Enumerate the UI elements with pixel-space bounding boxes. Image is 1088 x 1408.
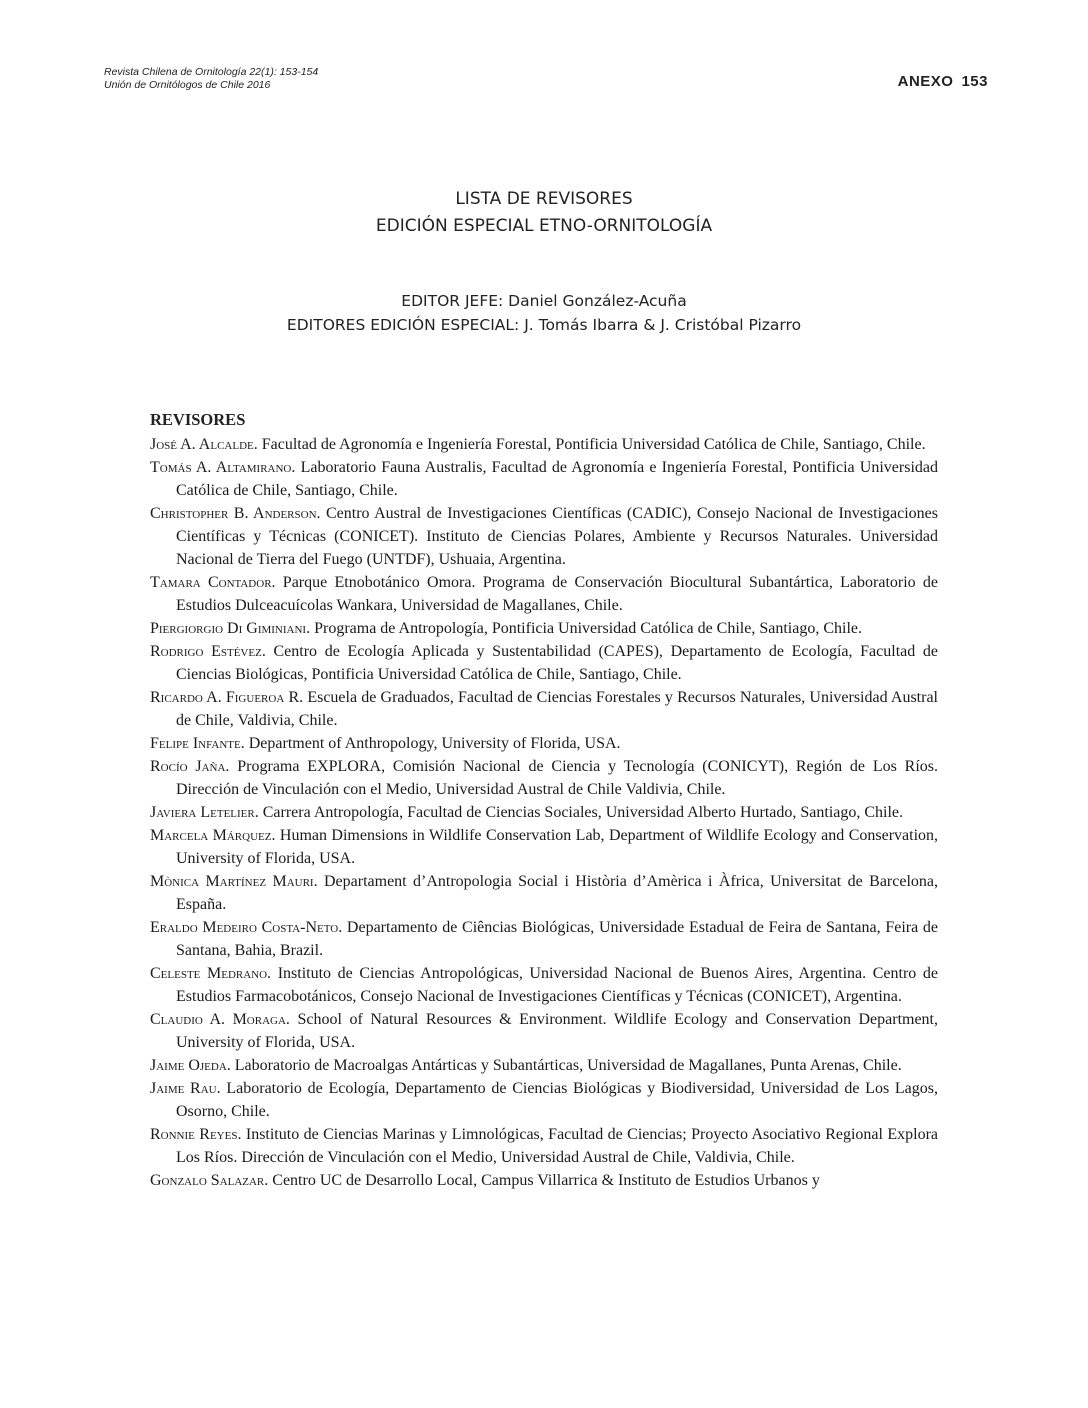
reviewer-name: Celeste Medrano. <box>150 965 272 982</box>
reviewer-affiliation: Laboratorio de Macroalgas Antárticas y Subantárticas, Universidad de Magallanes, Punta Arenas, Chile. <box>234 1057 902 1074</box>
reviewer-affiliation: Instituto de Ciencias Antropológicas, Universidad Nacional de Buenos Aires, Argentina. Centro de Estudios Farmacobotánicos, Consejo Nacional de Investigaciones Científicas y Técnicas (CONICET), Argentina. <box>176 965 939 1005</box>
reviewer-name: Gonzalo Salazar. <box>150 1172 269 1189</box>
reviewer-name: Jaime Ojeda. <box>150 1057 231 1074</box>
reviewer-entry <box>150 1054 938 1077</box>
reviewer-affiliation: Programa EXPLORA, Comisión Nacional de Ciencia y Tecnología (CONICYT), Región de Los Ríos. Dirección de Vinculación con el Medio, Universidad Austral de Chile Valdivia, Chile. <box>176 758 938 798</box>
reviewer-affiliation: Centro Austral de Investigaciones Científicas (CADIC), Consejo Nacional de Investigaciones Científicas y Técnicas (CONICET). Instituto de Ciencias Polares, Ambiente y Recursos Naturales. Universidad Nacional de Tierra del Fuego (UNTDF), Ushuaia, Argentina. <box>176 505 938 568</box>
reviewer-entry <box>150 1169 938 1192</box>
reviewer-entry <box>150 1077 938 1123</box>
reviewer-affiliation: Facultad de Agronomía e Ingeniería Forestal, Pontificia Universidad Católica de Chile, Santiago, Chile. <box>261 436 926 453</box>
reviewer-affiliation: Laboratorio de Ecología, Departamento de Ciencias Biológicas y Biodiversidad, Universidad de Los Lagos, Osorno, Chile. <box>176 1080 938 1120</box>
reviewer-name: Claudio A. Moraga. <box>150 1011 290 1028</box>
reviewer-name: Tamara Contador. <box>150 574 276 591</box>
reviewer-entry <box>150 456 938 502</box>
reviewer-entry <box>150 916 938 962</box>
reviewer-entry <box>150 617 938 640</box>
section-label: ANEXO <box>897 73 954 90</box>
reviewer-affiliation: Centro UC de Desarrollo Local, Campus Villarrica & Instituto de Estudios Urbanos y <box>272 1172 820 1189</box>
reviewer-name: Tomás A. Altamirano. <box>150 459 296 476</box>
reviewer-entry <box>150 640 938 686</box>
reviewer-name: Mònica Martínez Mauri. <box>150 873 318 890</box>
reviewer-affiliation: Carrera Antropología, Facultad de Ciencias Sociales, Universidad Alberto Hurtado, Santiago, Chile. <box>262 804 904 821</box>
reviewer-name: Rocío Jaña. <box>150 758 230 775</box>
reviewer-entry <box>150 1123 938 1169</box>
section-heading: REVISORES <box>150 410 246 429</box>
reviewer-name: Eraldo Medeiro Costa-Neto. <box>150 919 343 936</box>
reviewer-list <box>150 433 938 1192</box>
reviewer-name: Rodrigo Estévez. <box>150 643 266 660</box>
document-title <box>0 186 1088 240</box>
reviewer-affiliation: Laboratorio Fauna Australis, Facultad de Agronomía e Ingeniería Forestal, Pontificia Universidad Católica de Chile, Santiago, Chile. <box>176 459 938 499</box>
running-header <box>104 66 318 92</box>
reviewer-name: Ronnie Reyes. <box>150 1126 242 1143</box>
reviewer-name: Christopher B. Anderson. <box>150 505 321 522</box>
reviewer-entry <box>150 870 938 916</box>
reviewer-entry <box>150 755 938 801</box>
page-label <box>898 73 988 90</box>
reviewer-affiliation: Instituto de Ciencias Marinas y Limnológicas, Facultad de Ciencias; Proyecto Asociativo Regional Explora Los Ríos. Dirección de Vinculación con el Medio, Universidad Austral de Chile, Valdivia, Chile. <box>176 1126 939 1166</box>
reviewer-name: Felipe Infante. <box>150 735 245 752</box>
reviewer-name: Piergiorgio Di Giminiani. <box>150 620 311 637</box>
reviewer-entry <box>150 1008 938 1054</box>
reviewer-name: Marcela Márquez. <box>150 827 276 844</box>
editor-in-chief: EDITOR JEFE: Daniel González-Acuña <box>401 292 687 310</box>
reviewer-affiliation: Programa de Antropología, Pontificia Universidad Católica de Chile, Santiago, Chile. <box>314 620 862 637</box>
reviewer-affiliation: Department of Anthropology, University of Florida, USA. <box>248 735 621 752</box>
reviewer-entry <box>150 732 938 755</box>
reviewer-name: Jaime Rau. <box>150 1080 221 1097</box>
special-edition-editors: EDITORES EDICIÓN ESPECIAL: J. Tomás Ibarra & J. Cristóbal Pizarro <box>286 316 802 334</box>
reviewer-affiliation: Escuela de Graduados, Facultad de Ciencias Forestales y Recursos Naturales, Universidad Austral de Chile, Valdivia, Chile. <box>176 689 939 729</box>
editors-block <box>0 289 1088 337</box>
reviewer-affiliation: Centro de Ecología Aplicada y Sustentabilidad (CAPES), Departamento de Ecología, Facultad de Ciencias Biológicas, Pontificia Universidad Católica de Chile, Santiago, Chile. <box>176 643 939 683</box>
title-line-2: EDICIÓN ESPECIAL ETNO-ORNITOLOGÍA <box>375 216 713 236</box>
page-number: 153 <box>961 73 988 90</box>
reviewer-entry <box>150 502 938 571</box>
reviewer-affiliation: Human Dimensions in Wildlife Conservation Lab, Department of Wildlife Ecology and Conservation, University of Florida, USA. <box>176 827 939 867</box>
journal-citation: Revista Chilena de Ornitología 22(1): 153-154 <box>104 66 319 78</box>
reviewer-name: Javiera Letelier. <box>150 804 259 821</box>
reviewer-affiliation: Parque Etnobotánico Omora. Programa de Conservación Biocultural Subantártica, Laboratorio de Estudios Dulceacuícolas Wankara, Universidad de Magallanes, Chile. <box>176 574 939 614</box>
reviewer-name: José A. Alcalde. <box>150 436 258 453</box>
journal-publisher: Unión de Ornitólogos de Chile 2016 <box>104 79 271 91</box>
reviewer-entry <box>150 801 938 824</box>
reviewer-entry <box>150 433 938 456</box>
reviewer-entry <box>150 962 938 1008</box>
reviewer-affiliation: Departament d’Antropologia Social i Història d’Amèrica i Àfrica, Universitat de Barcelona, España. <box>176 873 939 913</box>
title-line-1: LISTA DE REVISORES <box>455 189 633 209</box>
reviewer-entry <box>150 824 938 870</box>
reviewer-entry <box>150 686 938 732</box>
reviewer-name: Ricardo A. Figueroa R. <box>150 689 304 706</box>
reviewer-affiliation: School of Natural Resources & Environment. Wildlife Ecology and Conservation Department, University of Florida, USA. <box>176 1011 939 1051</box>
reviewer-entry <box>150 571 938 617</box>
reviewer-affiliation: Departamento de Ciências Biológicas, Universidade Estadual de Feira de Santana, Feira de Santana, Bahia, Brazil. <box>176 919 938 959</box>
